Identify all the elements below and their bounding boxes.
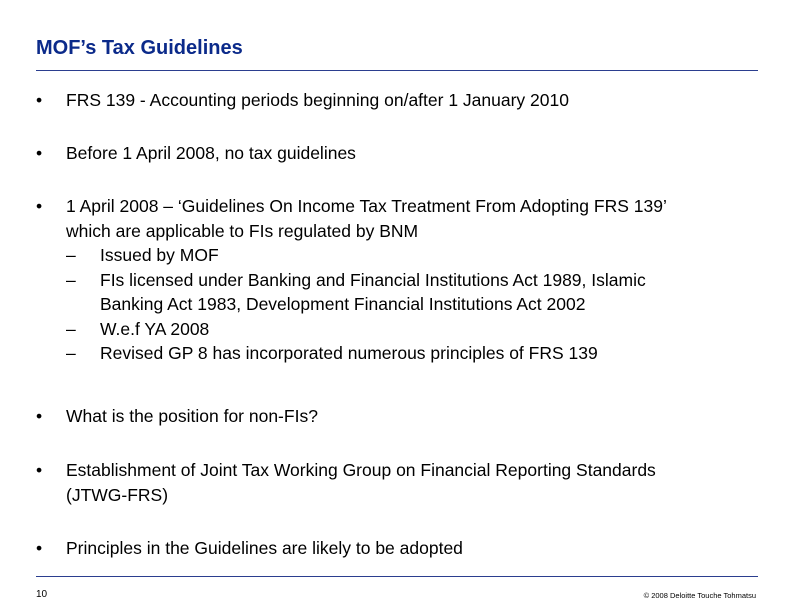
bullet-text: [66, 194, 756, 243]
bullet-item: [36, 536, 756, 561]
sub-bullet-text: Issued by MOF: [100, 245, 219, 265]
dash-icon: –: [66, 245, 76, 265]
dash-icon: –: [66, 343, 76, 363]
bullet-icon: •: [36, 406, 43, 426]
bullet-text: What is the position for non-FIs?: [66, 406, 318, 426]
dash-icon: –: [66, 318, 76, 339]
bullet-item: [36, 194, 756, 366]
title-rule: [36, 70, 758, 71]
bullet-text: [66, 458, 756, 507]
sub-bullet-item: [66, 243, 756, 268]
bullet-icon: •: [36, 143, 43, 163]
bullet-text: FRS 139 - Accounting periods beginning on/after 1 January 2010: [66, 90, 569, 110]
footer-rule: [36, 576, 758, 577]
bullet-text-line: which are applicable to FIs regulated by BNM: [66, 220, 419, 241]
sub-bullet-item: [66, 317, 756, 342]
bullet-icon: •: [36, 460, 43, 480]
bullet-text: Principles in the Guidelines are likely to be adopted: [66, 538, 463, 558]
sub-bullet-text: W.e.f YA 2008: [100, 318, 210, 339]
bullet-text: Before 1 April 2008, no tax guidelines: [66, 143, 356, 163]
sub-bullet-item: [66, 341, 756, 366]
sub-bullet-text: Revised GP 8 has incorporated numerous principles of FRS 139: [100, 343, 598, 363]
bullet-item: [36, 458, 756, 507]
copyright-footer: © 2008 Deloitte Touche Tohmatsu: [643, 591, 756, 600]
slide-title: MOF’s Tax Guidelines: [36, 37, 243, 59]
page-number: 10: [36, 589, 48, 600]
sub-bullet-text: FIs licensed under Banking and Financial Institutions Act 1989, Islamic: [100, 269, 646, 290]
bullet-text-line: (JTWG-FRS): [66, 484, 169, 505]
sub-bullet-item: [66, 268, 756, 317]
bullet-icon: •: [36, 196, 43, 216]
bullet-icon: •: [36, 538, 43, 558]
dash-icon: –: [66, 269, 76, 290]
bullet-item: [36, 88, 756, 113]
bullet-text-line: Establishment of Joint Tax Working Group on Financial Reporting Standards: [66, 460, 656, 480]
sub-bullet-text: Banking Act 1983, Development Financial Institutions Act 2002: [100, 294, 586, 314]
bullet-text-line: 1 April 2008 – ‘Guidelines On Income Tax Treatment From Adopting FRS 139’: [66, 196, 667, 216]
bullet-item: [36, 404, 756, 429]
bullet-item: [36, 141, 756, 166]
bullet-icon: •: [36, 90, 43, 110]
